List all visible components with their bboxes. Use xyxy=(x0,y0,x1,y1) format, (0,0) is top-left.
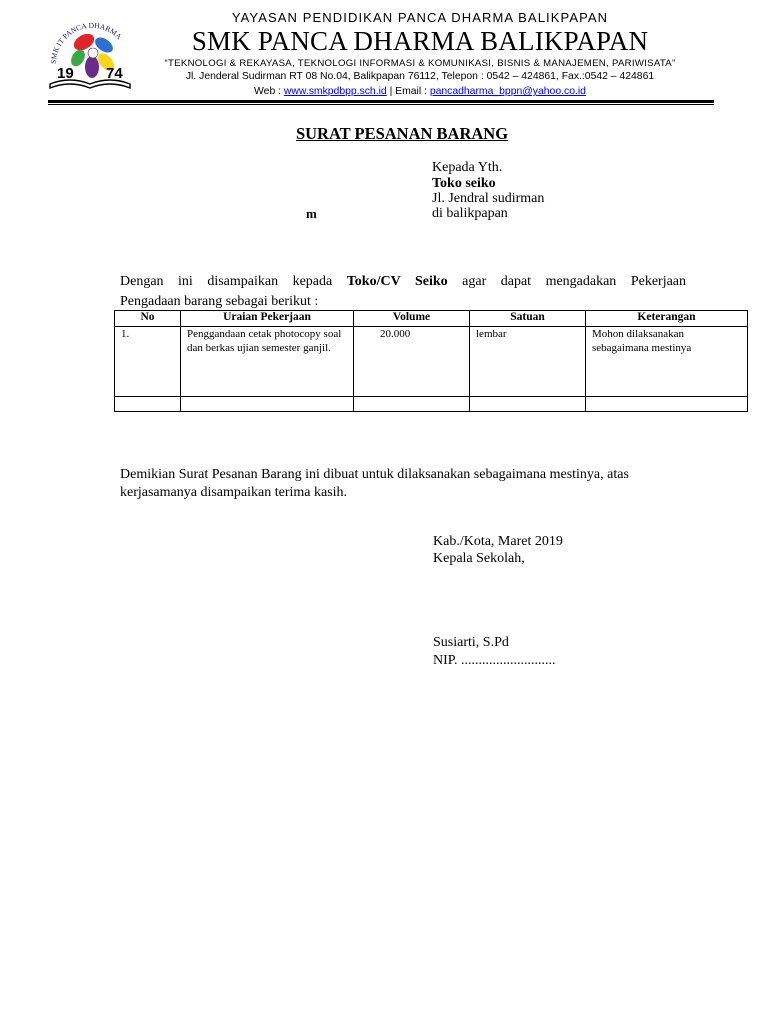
foundation-name: YAYASAN PENDIDIKAN PANCA DHARMA BALIKPAPAN xyxy=(231,10,609,25)
school-name: SMK PANCA DHARMA BALIKPAPAN xyxy=(191,26,649,56)
cell-empty xyxy=(354,397,470,412)
table-row-empty xyxy=(115,397,748,412)
letter-title: SURAT PESANAN BARANG xyxy=(295,124,509,143)
cell-volume: 20.000 xyxy=(354,327,470,397)
contact-line xyxy=(130,86,710,97)
logo-year-left: 19 xyxy=(57,65,74,82)
recipient-name: Toko seiko xyxy=(432,176,496,191)
closing-line-2: kerjasamanya disampaikan terima kasih. xyxy=(120,485,348,500)
signer-name: Susiarti, S.Pd xyxy=(433,635,509,650)
col-no: No xyxy=(115,311,181,327)
intro-text-a: Dengan ini disampaikan kepada xyxy=(120,274,347,289)
letterhead-rule-thin xyxy=(48,104,714,105)
col-volume: Volume xyxy=(354,311,470,327)
recipient-city: di balikpapan xyxy=(432,206,508,221)
intro-line-2: Pengadaan barang sebagai berikut : xyxy=(120,294,319,309)
school-logo xyxy=(44,12,136,94)
cell-empty xyxy=(470,397,586,412)
place-date: Kab./Kota, Maret 2019 xyxy=(433,534,563,549)
web-label: Web : xyxy=(254,86,284,97)
letterhead-rule-thick xyxy=(48,100,714,103)
cell-empty xyxy=(181,397,354,412)
logo-arc-text: SMK IT PANCA DHARMA xyxy=(48,20,124,65)
cell-satuan: lembar xyxy=(470,327,586,397)
contact-separator: | Email : xyxy=(386,86,430,97)
table-row xyxy=(115,327,748,397)
cell-empty xyxy=(586,397,748,412)
intro-vendor: Toko/CV Seiko xyxy=(346,274,448,289)
col-satuan: Satuan xyxy=(470,311,586,327)
cell-keterangan: Mohon dilaksanakan sebagaimana mestinya xyxy=(586,327,748,397)
cell-uraian: Penggandaan cetak photocopy soal dan berkas ujian semester ganjil. xyxy=(181,327,354,397)
closing-line-1: Demikian Surat Pesanan Barang ini dibuat untuk dilaksanakan sebagaimana mestinya, atas xyxy=(120,467,629,482)
logo-year-right: 74 xyxy=(106,65,123,82)
col-keterangan: Keterangan xyxy=(586,311,748,327)
intro-paragraph xyxy=(120,272,686,312)
signer-nip: NIP. ........................... xyxy=(433,653,556,668)
recipient-street: Jl. Jendral sudirman xyxy=(432,191,545,206)
intro-text-b: agar dapat mengadakan Pekerjaan xyxy=(447,274,687,289)
order-table xyxy=(114,310,748,412)
cell-no: 1. xyxy=(115,327,181,397)
table-header-row xyxy=(115,311,748,327)
cell-empty xyxy=(115,397,181,412)
recipient-salutation: Kepada Yth. xyxy=(432,160,503,175)
col-uraian: Uraian Pekerjaan xyxy=(181,311,354,327)
closing-paragraph xyxy=(120,466,720,502)
email-link[interactable]: pancadharma_bppn@yahoo.co.id xyxy=(429,86,586,97)
intro-line-1 xyxy=(120,272,686,292)
signer-position: Kepala Sekolah, xyxy=(433,551,525,566)
school-tagline: “TEKNOLOGI & REKAYASA, TEKNOLOGI INFORMASI & KOMUNIKASI, BISNIS & MANAJEMEN, PARIWISATA” xyxy=(164,58,676,69)
website-link[interactable]: www.smkpdbpp.sch.id xyxy=(283,86,387,97)
school-address: Jl. Jenderal Sudirman RT 08 No.04, Balikpapan 76112, Telepon : 0542 – 424861, Fax.:0542 – 424861 xyxy=(185,71,655,82)
stray-mark: m xyxy=(306,206,317,221)
